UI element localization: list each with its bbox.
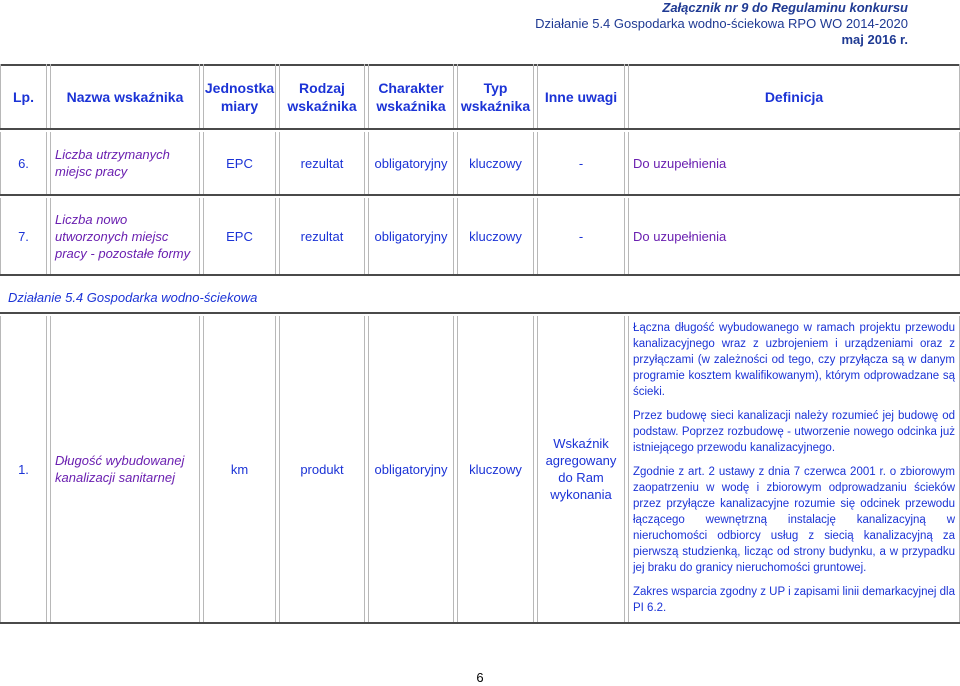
row-lp: 7. xyxy=(0,198,47,274)
row-rodzaj: rezultat xyxy=(279,198,365,274)
col-header-charakter: Charakter wskaźnika xyxy=(368,64,454,130)
table-row xyxy=(0,132,960,194)
col-header-rodzaj: Rodzaj wskaźnika xyxy=(279,64,365,130)
row-divider xyxy=(0,274,960,276)
col-header-definicja: Definicja xyxy=(628,64,960,130)
row-charakter: obligatoryjny xyxy=(368,198,454,274)
definition-paragraph: Łączna długość wybudowanego w ramach projektu przewodu kanalizacyjnego wraz z uzbrojeniem i urządzeniami oraz z przyłączami (w zależności od tego, czy przyłącza są w danym programie kosztem kwalifikowanym), którym odprowadzane są ścieki. xyxy=(633,322,955,398)
row-rodzaj: produkt xyxy=(279,316,365,622)
document-header xyxy=(535,0,908,48)
definition-text xyxy=(629,320,959,624)
row-divider xyxy=(0,312,960,314)
row-typ: kluczowy xyxy=(457,316,534,622)
row-nazwa: Liczba nowo utworzonych miejsc pracy - pozostałe formy xyxy=(50,198,200,274)
section-title: Gospodarka wodno-ściekowa xyxy=(86,290,258,305)
definition-paragraph: Zakres wsparcia zgodny z UP i zapisami linii demarkacyjnej dla PI 6.2. xyxy=(633,586,955,614)
table-row xyxy=(0,198,960,274)
row-definicja xyxy=(628,316,960,622)
table-row xyxy=(0,316,960,622)
row-jednostka: km xyxy=(203,316,276,622)
row-definicja: Do uzupełnienia xyxy=(628,132,960,194)
attachment-title: Załącznik nr 9 do Regulaminu konkursu xyxy=(662,0,908,15)
table-header xyxy=(0,64,960,130)
row-nazwa: Liczba utrzymanych miejsc pracy xyxy=(50,132,200,194)
row-uwagi: - xyxy=(537,132,625,194)
table-bottom-rule xyxy=(0,622,960,624)
row-jednostka: EPC xyxy=(203,198,276,274)
col-header-jednostka: Jednostka miary xyxy=(203,64,276,130)
col-header-lp: Lp. xyxy=(0,64,47,130)
measure-title: Działanie 5.4 Gospodarka wodno-ściekowa RPO WO 2014-2020 xyxy=(535,16,908,31)
row-rodzaj: rezultat xyxy=(279,132,365,194)
section-prefix: Działanie 5.4 xyxy=(8,290,84,305)
col-header-uwagi: Inne uwagi xyxy=(537,64,625,130)
col-header-typ: Typ wskaźnika xyxy=(457,64,534,130)
row-lp: 1. xyxy=(0,316,47,622)
definition-paragraph: Przez budowę sieci kanalizacji należy rozumieć jej budowę od podstaw. Poprzez rozbudowę - utworzenie nowego odcinka już istniejącego przewodu kanalizacyjnego. xyxy=(633,410,955,454)
row-lp: 6. xyxy=(0,132,47,194)
row-typ: kluczowy xyxy=(457,132,534,194)
page-number: 6 xyxy=(476,670,484,685)
section-heading xyxy=(0,290,960,308)
row-nazwa: Długość wybudowanej kanalizacji sanitarnej xyxy=(50,316,200,622)
row-charakter: obligatoryjny xyxy=(368,316,454,622)
document-date: maj 2016 r. xyxy=(841,32,908,47)
row-divider xyxy=(0,194,960,196)
row-uwagi: Wskaźnik agregowany do Ram wykonania xyxy=(537,316,625,622)
col-header-nazwa: Nazwa wskaźnika xyxy=(50,64,200,130)
row-charakter: obligatoryjny xyxy=(368,132,454,194)
definition-paragraph: Zgodnie z art. 2 ustawy z dnia 7 czerwca 2001 r. o zbiorowym zaopatrzeniu w wodę i zbiorowym odprowadzaniu ścieków przez przyłącze kanalizacyjne rozumie się odcinek przewodu łączącego wewnętrzną instalację kanalizacyjną w nieruchomości odbiorcy usług z siecią kanalizacyjną za pierwszą studzienką, licząc od strony budynku, a w przypadku jej braku do granicy nieruchomości gruntowej. xyxy=(633,466,955,574)
row-typ: kluczowy xyxy=(457,198,534,274)
header-bottom-rule xyxy=(0,128,960,130)
row-definicja: Do uzupełnienia xyxy=(628,198,960,274)
row-uwagi: - xyxy=(537,198,625,274)
row-jednostka: EPC xyxy=(203,132,276,194)
